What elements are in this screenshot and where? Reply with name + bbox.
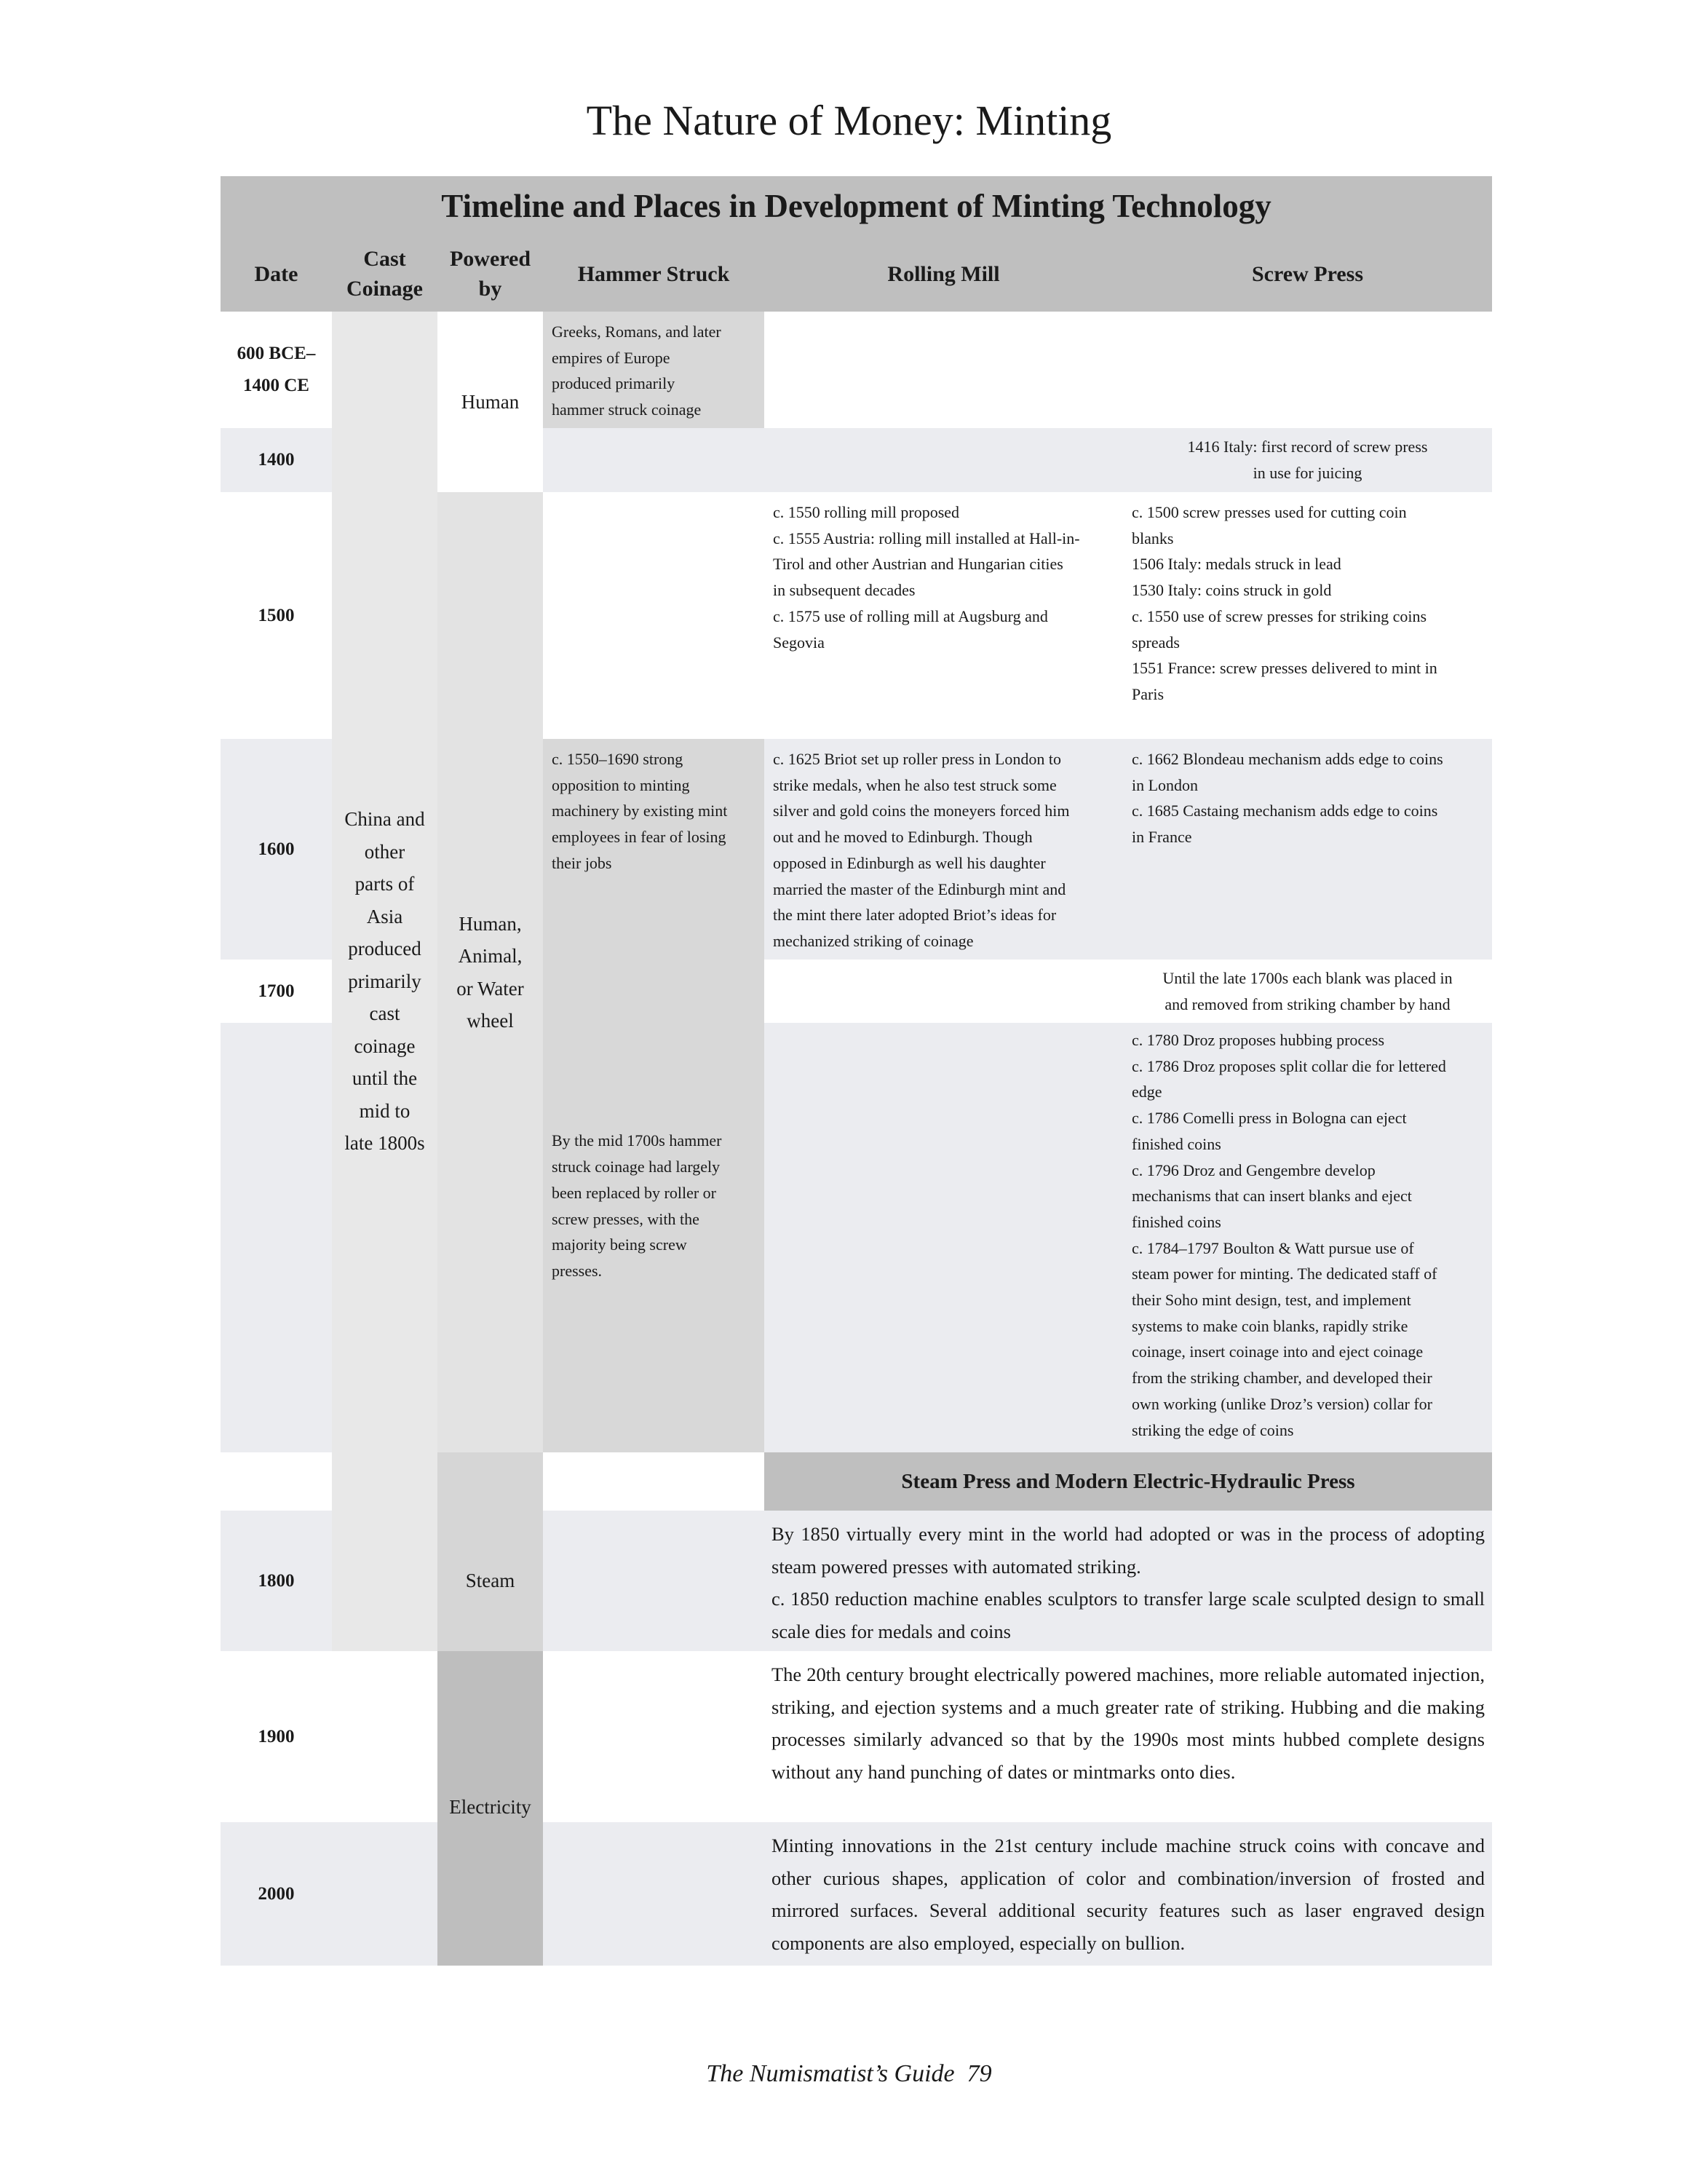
header-powered-line: Powered — [449, 247, 531, 271]
text-paragraph: Minting innovations in the 21st century include machine struck coins with concave and other curious shapes, application of color and combination/inversion of frosted and mirrored surfaces. Several additional security features such as laser engraved design components are also employed, especially on bullion. — [771, 1835, 1485, 1954]
date-1800: 1800 — [258, 1570, 295, 1591]
text-line: spreads — [1132, 633, 1180, 652]
screw-1400-cell — [1123, 428, 1492, 492]
text-line: their Soho mint design, test, and implement — [1132, 1291, 1411, 1310]
text-line: married the master of the Edinburgh mint and — [773, 879, 1066, 898]
text-line: By the mid 1700s hammer — [552, 1131, 722, 1150]
text-line: Segovia — [773, 633, 825, 652]
text-line: Greeks, Romans, and later — [552, 323, 721, 341]
cast-line: produced — [348, 938, 421, 960]
screw-1700-cell — [1123, 960, 1492, 1023]
text-line: c. 1780 Droz proposes hubbing process — [1132, 1031, 1385, 1049]
date-line: 1400 CE — [243, 376, 309, 395]
header-date: Date — [221, 236, 332, 312]
text-paragraph: By 1850 virtually every mint in the world had adopted or was in the process of adopting steam powered presses with automated striking. — [771, 1523, 1485, 1578]
date-1500: 1500 — [258, 605, 295, 625]
cast-coinage-cell — [332, 312, 437, 1651]
text-line: c. 1625 Briot set up roller press in London to — [773, 750, 1061, 768]
text-line: presses. — [552, 1261, 603, 1280]
text-line: 1416 Italy: first record of screw press — [1187, 438, 1428, 456]
table-title: Timeline and Places in Development of Minting Technology — [221, 176, 1492, 236]
header-cast-coinage — [332, 236, 437, 312]
rolling-1500-cell — [764, 492, 1123, 739]
hammer-replaced-cell — [543, 960, 764, 1452]
header-coinage-line: Coinage — [346, 277, 423, 301]
text-paragraph: c. 1850 reduction machine enables sculptors to transfer large scale sculpted design to small scale dies for medals and coins — [771, 1588, 1485, 1642]
date-600bce-1400ce — [221, 312, 332, 428]
text-line: c. 1500 screw presses used for cutting coin — [1132, 503, 1407, 521]
steam-press-header: Steam Press and Modern Electric-Hydraulic Press — [764, 1452, 1492, 1511]
cast-line: mid to — [359, 1099, 410, 1122]
text-line: striking the edge of coins — [1132, 1420, 1294, 1439]
text-line: blanks — [1132, 529, 1174, 547]
text-line: c. 1575 use of rolling mill at Augsburg and — [773, 606, 1048, 625]
text-line: c. 1685 Castaing mechanism adds edge to coins — [1132, 802, 1438, 820]
text-line: Paris — [1132, 684, 1164, 703]
powered-line: Animal, — [458, 945, 523, 967]
powered-steam-top — [437, 1452, 543, 1511]
text-line: majority being screw — [552, 1235, 687, 1254]
text-line: finished coins — [1132, 1134, 1221, 1153]
cast-line: primarily — [348, 970, 421, 992]
text-line: c. 1555 Austria: rolling mill installed at Hall-in- — [773, 529, 1080, 547]
date-line: 600 BCE– — [237, 344, 316, 363]
date-2000: 2000 — [258, 1883, 295, 1904]
text-line: and removed from striking chamber by hand — [1165, 994, 1451, 1013]
powered-line: or Water — [456, 977, 524, 1000]
text-line: in London — [1132, 775, 1199, 794]
text-line: c. 1550–1690 strong — [552, 750, 683, 768]
powered-human: Human — [437, 312, 543, 492]
date-1700: 1700 — [258, 981, 295, 1001]
header-screw-press: Screw Press — [1123, 236, 1492, 312]
text-line: in subsequent decades — [773, 581, 916, 600]
screw-1780-cell — [1123, 1023, 1492, 1452]
steam-1900-cell — [764, 1651, 1492, 1822]
powered-line: wheel — [467, 1010, 514, 1032]
text-line: edge — [1132, 1083, 1162, 1101]
text-line: in France — [1132, 828, 1192, 847]
page-title: The Nature of Money: Minting — [586, 97, 1112, 144]
text-line: 1551 France: screw presses delivered to mint in — [1132, 659, 1437, 678]
text-line: been replaced by roller or — [552, 1183, 716, 1202]
text-line: steam power for minting. The dedicated staff of — [1132, 1265, 1437, 1283]
date-1400: 1400 — [258, 450, 295, 470]
text-line: mechanisms that can insert blanks and eject — [1132, 1187, 1412, 1206]
text-line: Tirol and other Austrian and Hungarian cities — [773, 555, 1063, 574]
text-line: out and he moved to Edinburgh. Though — [773, 828, 1033, 847]
text-line: machinery by existing mint — [552, 802, 728, 820]
text-line: coinage, insert coinage into and eject coinage — [1132, 1342, 1424, 1361]
powered-electricity-label: Electricity — [449, 1796, 531, 1818]
footer-book-title: The Numismatist’s Guide — [706, 2060, 955, 2087]
powered-electricity — [437, 1651, 543, 1966]
text-line: the mint there later adopted Briot’s ideas for — [773, 906, 1057, 925]
text-line: opposition to minting — [552, 775, 690, 794]
text-line: c. 1784–1797 Boulton & Watt pursue use of — [1132, 1238, 1414, 1257]
cast-line: coinage — [354, 1034, 416, 1057]
screw-1500-cell — [1123, 492, 1492, 739]
text-line: systems to make coin blanks, rapidly strike — [1132, 1316, 1408, 1335]
steam-2000-cell — [764, 1822, 1492, 1966]
text-line: from the striking chamber, and developed their — [1132, 1369, 1432, 1388]
cast-line: Asia — [366, 905, 403, 927]
header-hammer-struck: Hammer Struck — [543, 236, 764, 312]
header-by-line: by — [478, 277, 502, 301]
text-line: c. 1550 use of screw presses for striking coins — [1132, 606, 1427, 625]
text-line: in use for juicing — [1253, 464, 1362, 482]
header-rolling-mill: Rolling Mill — [764, 236, 1123, 312]
text-line: c. 1796 Droz and Gengembre develop — [1132, 1160, 1376, 1179]
hammer-early-cell — [543, 312, 764, 428]
text-line: their jobs — [552, 853, 612, 872]
text-line: c. 1550 rolling mill proposed — [773, 503, 960, 521]
cast-line: cast — [369, 1002, 400, 1025]
hammer-opposition-cell — [543, 739, 764, 960]
text-line: hammer struck coinage — [552, 400, 702, 419]
text-line: screw presses, with the — [552, 1209, 699, 1228]
text-line: silver and gold coins the moneyers forced him — [773, 802, 1070, 820]
cast-coinage-text — [341, 803, 429, 1160]
text-line: finished coins — [1132, 1212, 1221, 1231]
text-line: empires of Europe — [552, 348, 670, 367]
powered-human-animal-water — [437, 492, 543, 1452]
text-line: strike medals, when he also test struck some — [773, 775, 1057, 794]
text-line: c. 1786 Comelli press in Bologna can eject — [1132, 1109, 1407, 1128]
cast-line: parts of — [354, 873, 415, 895]
footer-page-number: 79 — [967, 2060, 992, 2087]
text-line: 1506 Italy: medals struck in lead — [1132, 555, 1341, 574]
header-powered-by — [437, 236, 543, 312]
steam-1800-cell — [764, 1511, 1492, 1651]
text-line: produced primarily — [552, 374, 675, 393]
page-footer — [0, 2060, 1698, 2088]
text-line: opposed in Edinburgh as well his daughter — [773, 853, 1046, 872]
cast-line: other — [364, 840, 405, 863]
cast-line: China and — [344, 808, 425, 831]
text-line: own working (unlike Droz’s version) collar for — [1132, 1394, 1433, 1413]
header-cast-line: Cast — [363, 247, 406, 271]
text-line: c. 1662 Blondeau mechanism adds edge to coins — [1132, 750, 1443, 768]
text-line: c. 1786 Droz proposes split collar die for lettered — [1132, 1056, 1446, 1075]
text-line: employees in fear of losing — [552, 828, 726, 847]
cast-line: until the — [352, 1067, 418, 1090]
text-line: 1530 Italy: coins struck in gold — [1132, 581, 1332, 600]
text-line: Until the late 1700s each blank was placed in — [1162, 968, 1453, 987]
text-paragraph: The 20th century brought electrically powered machines, more reliable automated injection, striking, and ejection systems and a much greater rate of striking. Hubbing and die making processes similarly advanced so that by the 1990s most mints hubbed complete designs without any hand punching of dates or mintmarks onto dies. — [771, 1663, 1485, 1783]
powered-steam: Steam — [437, 1511, 543, 1651]
text-line: mechanized striking of coinage — [773, 931, 974, 950]
screw-1600-cell — [1123, 739, 1492, 960]
rolling-1600-cell — [764, 739, 1123, 960]
date-1900: 1900 — [258, 1726, 295, 1746]
cast-line: late 1800s — [344, 1132, 425, 1155]
powered-line: Human, — [459, 912, 522, 935]
date-1600: 1600 — [258, 839, 295, 859]
text-line: struck coinage had largely — [552, 1158, 721, 1176]
